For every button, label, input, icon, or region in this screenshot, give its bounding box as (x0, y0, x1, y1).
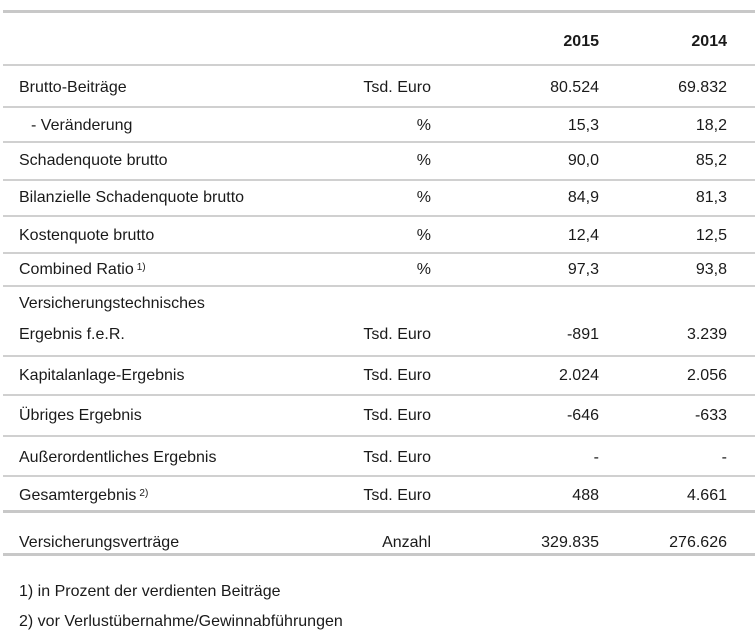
row-label (19, 261, 146, 279)
value-2015: - (593, 449, 599, 466)
row-unit: Tsd. Euro (363, 449, 431, 466)
value-2014: 93,8 (695, 261, 727, 278)
value-2015: 84,9 (567, 189, 599, 206)
row-divider (3, 106, 755, 108)
value-2014: -633 (694, 407, 727, 424)
value-2015: 90,0 (567, 152, 599, 169)
value-2015: 2.024 (558, 367, 599, 384)
value-2015: -646 (566, 407, 599, 424)
row-label-text: Gesamtergebnis (19, 487, 137, 504)
row-unit: % (416, 189, 431, 206)
row-label: Außerordentliches Ergebnis (19, 449, 217, 466)
row-label: Versicherungsverträge (19, 534, 180, 551)
footnote-marker: 1) (136, 262, 146, 273)
row-unit: % (416, 227, 431, 244)
value-2014: 4.661 (686, 487, 727, 504)
bottom-rule (3, 553, 755, 556)
value-2014: 12,5 (695, 227, 727, 244)
footnote-marker: 2) (139, 488, 149, 499)
row-label: Kapitalanlage-Ergebnis (19, 367, 185, 384)
row-unit: % (416, 261, 431, 278)
section-rule (3, 510, 755, 513)
value-2015: -891 (566, 326, 599, 343)
row-unit: Tsd. Euro (363, 326, 431, 343)
row-label: Brutto-Beiträge (19, 79, 127, 96)
row-divider (3, 394, 755, 396)
row-divider (3, 215, 755, 217)
value-2015: 97,3 (567, 261, 599, 278)
value-2015: 80.524 (550, 79, 599, 96)
value-2014: 276.626 (669, 534, 727, 551)
row-label-text: Combined Ratio (19, 261, 134, 278)
row-divider (3, 435, 755, 437)
footnote-2: 2) vor Verlustübernahme/Gewinnabführungen (19, 613, 343, 630)
row-label: Übriges Ergebnis (19, 407, 142, 424)
row-divider (3, 355, 755, 357)
row-unit: Tsd. Euro (363, 79, 431, 96)
value-2014: 18,2 (695, 117, 727, 134)
row-unit: Tsd. Euro (363, 407, 431, 424)
row-divider (3, 475, 755, 477)
row-label-continued: Ergebnis f.e.R. (19, 326, 125, 343)
value-2015: 15,3 (567, 117, 599, 134)
top-rule (3, 10, 755, 13)
row-unit: Tsd. Euro (363, 367, 431, 384)
value-2015: 329.835 (541, 534, 599, 551)
header-rule (3, 64, 755, 66)
row-label: Kostenquote brutto (19, 227, 155, 244)
row-unit: % (416, 117, 431, 134)
row-unit: Anzahl (382, 534, 431, 551)
row-label (19, 487, 148, 505)
row-unit: % (416, 152, 431, 169)
row-divider (3, 252, 755, 254)
value-2014: - (721, 449, 727, 466)
row-unit: Tsd. Euro (363, 487, 431, 504)
row-label: Bilanzielle Schadenquote brutto (19, 189, 245, 206)
value-2014: 69.832 (678, 79, 727, 96)
footnotes (19, 580, 343, 640)
value-2014: 3.239 (686, 326, 727, 343)
row-label: - Veränderung (31, 117, 133, 134)
row-divider (3, 179, 755, 181)
value-2015: 12,4 (567, 227, 599, 244)
row-divider (3, 285, 755, 287)
column-header-2014: 2014 (691, 33, 727, 50)
row-divider (3, 141, 755, 143)
value-2014: 81,3 (695, 189, 727, 206)
row-label: Schadenquote brutto (19, 152, 168, 169)
column-header-2015: 2015 (563, 33, 599, 50)
row-label: Versicherungstechnisches (19, 295, 205, 312)
value-2014: 85,2 (695, 152, 727, 169)
value-2015: 488 (572, 487, 599, 504)
footnote-1: 1) in Prozent der verdienten Beiträge (19, 583, 281, 600)
value-2014: 2.056 (686, 367, 727, 384)
